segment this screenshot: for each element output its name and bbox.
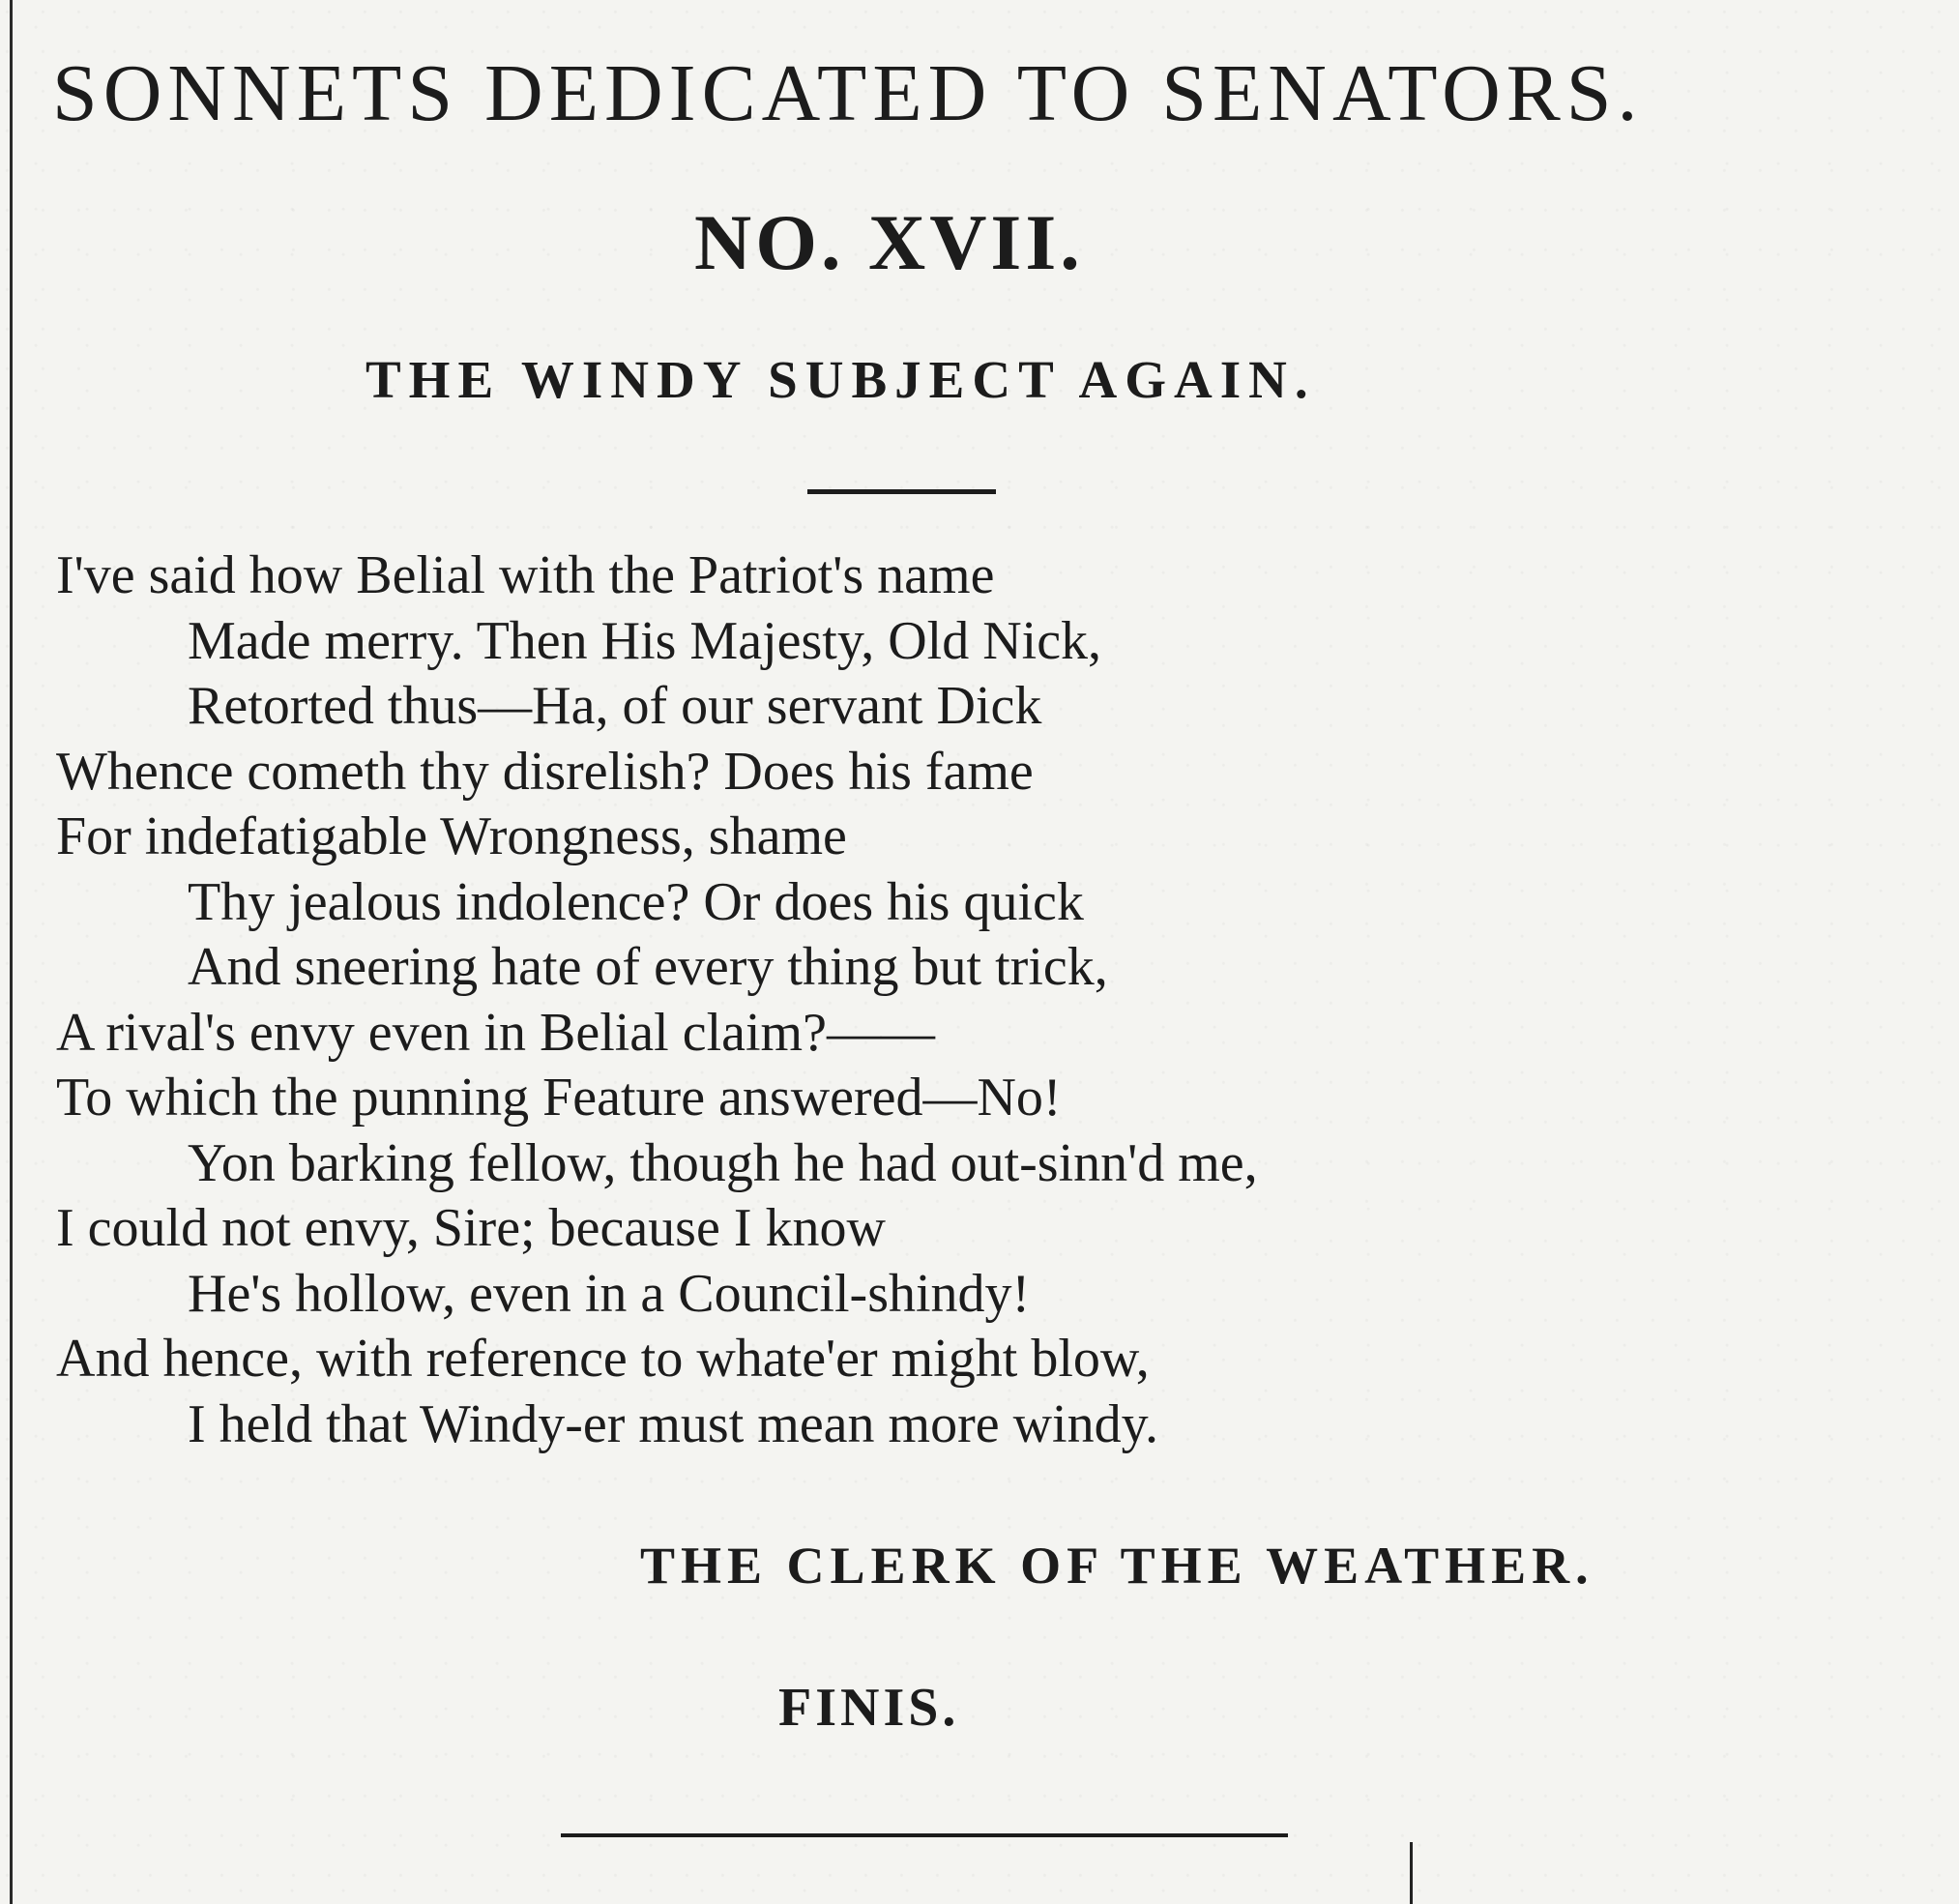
poem-line: A rival's envy even in Belial claim?—— bbox=[56, 1002, 935, 1063]
poem-line: Made merry. Then His Majesty, Old Nick, bbox=[188, 610, 1102, 671]
section-divider bbox=[807, 489, 996, 494]
column-divider-line bbox=[10, 0, 13, 1904]
page-title: SONNETS DEDICATED TO SENATORS. bbox=[52, 48, 1644, 138]
end-divider bbox=[561, 1833, 1288, 1837]
poem-line: For indefatigable Wrongness, shame bbox=[56, 806, 847, 866]
poem-line: I've said how Belial with the Patriot's name bbox=[56, 545, 995, 605]
poem-line: And hence, with reference to whate'er might blow, bbox=[56, 1329, 1150, 1389]
sonnet-subtitle: THE WINDY SUBJECT AGAIN. bbox=[365, 350, 1316, 409]
poem-line: Whence cometh thy disrelish? Does his fame bbox=[56, 741, 1034, 802]
poem-line: I could not envy, Sire; because I know bbox=[56, 1198, 886, 1258]
author-signature: THE CLERK OF THE WEATHER. bbox=[640, 1537, 1594, 1595]
poem-line: To which the punning Feature answered—No! bbox=[56, 1068, 1062, 1128]
print-mark bbox=[1410, 1842, 1413, 1904]
sonnet-number: NO. XVII. bbox=[694, 198, 1084, 286]
poem-line: He's hollow, even in a Council-shindy! bbox=[188, 1263, 1031, 1324]
poem-line: And sneering hate of every thing but trick, bbox=[188, 937, 1108, 997]
poem-line: I held that Windy-er must mean more windy. bbox=[188, 1393, 1158, 1454]
closing-word: FINIS. bbox=[778, 1678, 960, 1738]
poem-line: Thy jealous indolence? Or does his quick bbox=[188, 871, 1084, 932]
poem-body bbox=[56, 543, 1258, 1457]
poem-line: Yon barking fellow, though he had out-sinn'd me, bbox=[188, 1132, 1258, 1193]
poem-line: Retorted thus—Ha, of our servant Dick bbox=[188, 676, 1042, 736]
